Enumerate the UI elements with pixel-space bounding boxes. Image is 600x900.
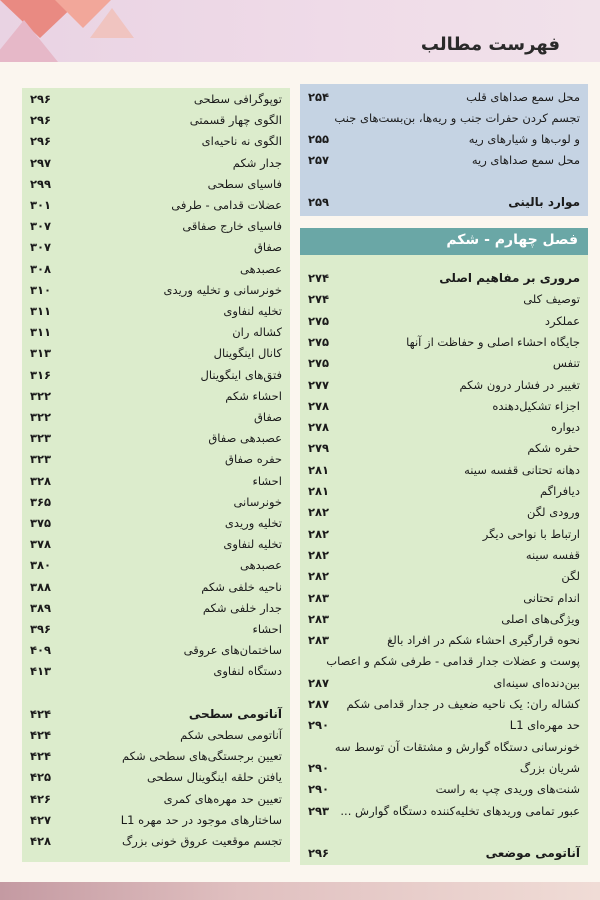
toc-entry-title: تعیین برجستگی‌های سطحی شکم — [121, 749, 282, 764]
toc-entry — [22, 342, 290, 364]
toc-entry-title: ورودی لگن — [526, 505, 580, 520]
toc-entry — [22, 809, 290, 831]
toc-entry — [22, 576, 290, 598]
toc-entry — [300, 107, 588, 129]
toc-entry-title: جدار شکم — [232, 155, 282, 170]
toc-entry — [22, 406, 290, 428]
toc-entry-page: ۳۰۷ — [30, 219, 52, 234]
page-title: فهرست مطالب — [420, 34, 560, 55]
toc-entry — [22, 660, 290, 682]
toc-entry-page: ۴۲۵ — [30, 770, 52, 785]
toc-entry — [300, 191, 588, 213]
toc-entry-page: ۲۷۹ — [308, 441, 330, 456]
toc-entry-page: ۲۹۰ — [308, 760, 330, 775]
toc-entry-page: ۳۰۸ — [30, 261, 52, 276]
toc-entry-page: ۴۱۳ — [30, 664, 52, 679]
toc-entry — [22, 533, 290, 555]
toc-entry — [300, 842, 588, 864]
toc-entry — [300, 149, 588, 171]
toc-entry-title: صفاق — [253, 240, 282, 255]
toc-entry-title: تجسم موقعیت عروق خونی بزرگ — [122, 834, 282, 848]
toc-entry-page: ۳۲۲ — [30, 410, 52, 424]
toc-entry-title: تخلیه وریدی — [224, 516, 282, 530]
toc-entry-page: ۲۷۴ — [308, 292, 330, 307]
toc-entry — [300, 629, 588, 651]
toc-entry-title: مروری بر مفاهیم اصلی — [439, 271, 580, 285]
toc-entry-title: پوست و عضلات جدار قدامی - طرفی شکم و اعصاب — [326, 654, 580, 669]
toc-entry-page: ۲۸۳ — [308, 633, 330, 648]
toc-entry-page: ۴۲۷ — [30, 812, 52, 827]
toc-entry — [300, 395, 588, 417]
toc-entry — [300, 437, 588, 459]
toc-entry — [300, 693, 588, 715]
toc-right-column — [300, 255, 588, 865]
toc-entry — [22, 830, 290, 852]
toc-entry — [300, 757, 588, 779]
toc-entry-title: خونرسانی و تخلیه وریدی — [163, 282, 282, 297]
toc-entry — [300, 821, 588, 843]
toc-entry — [22, 554, 290, 576]
toc-entry — [22, 321, 290, 343]
toc-entry-page: ۳۱۰ — [30, 282, 52, 297]
toc-entry-page: ۳۲۲ — [30, 388, 52, 403]
toc-entry-page: ۲۸۷ — [308, 675, 330, 690]
toc-entry-title: شریان بزرگ — [519, 760, 580, 775]
toc-entry-title: فاسیای خارج صفاقی — [182, 219, 282, 234]
toc-entry-title: توصیف کلی — [523, 292, 580, 307]
toc-entry-page: ۳۱۶ — [30, 367, 52, 382]
top-banner — [0, 0, 600, 62]
toc-entry — [300, 288, 588, 310]
toc-entry-page: ۲۸۳ — [308, 611, 330, 626]
toc-entry-title: ناحیه خلفی شکم — [201, 579, 282, 594]
toc-entry-page: ۲۹۰ — [308, 718, 330, 733]
toc-entry-title: خونرسانی — [233, 494, 282, 509]
toc-entry — [300, 523, 588, 545]
toc-entry — [22, 448, 290, 470]
toc-entry-title: صفاق — [253, 410, 282, 424]
toc-entry — [22, 427, 290, 449]
toc-entry — [300, 480, 588, 502]
toc-entry-page: ۳۶۵ — [30, 494, 52, 509]
toc-entry-page: ۲۷۵ — [308, 356, 330, 371]
toc-entry — [22, 173, 290, 195]
toc-entry-page: ۴۰۹ — [30, 643, 52, 658]
toc-entry — [22, 258, 290, 280]
toc-entry-title: تغییر در فشار درون شکم — [459, 377, 580, 392]
toc-entry-page: ۲۸۲ — [308, 505, 330, 520]
toc-entry-title: عصبدهی — [240, 558, 282, 573]
toc-entry-title: موارد بالینی — [508, 195, 580, 209]
toc-entry-page: ۴۲۴ — [30, 706, 52, 721]
toc-entry-page: ۳۸۰ — [30, 558, 52, 573]
toc-entry — [22, 724, 290, 746]
toc-entry — [300, 565, 588, 587]
toc-entry-title: فاسیای سطحی — [207, 176, 282, 191]
toc-entry-title: یافتن حلقه اینگوینال سطحی — [146, 770, 282, 785]
toc-entry — [300, 501, 588, 523]
toc-entry-page: ۳۰۱ — [30, 198, 52, 212]
toc-entry-page: ۲۷۸ — [308, 420, 330, 435]
toc-entry-title: الگوی نه ناحیه‌ای — [201, 134, 282, 149]
toc-entry-page: ۴۲۴ — [30, 749, 52, 764]
toc-entry — [22, 385, 290, 407]
toc-entry-page: ۳۱۳ — [30, 346, 52, 361]
toc-entry — [22, 300, 290, 322]
toc-entry-title: آناتومی موضعی — [485, 846, 580, 861]
toc-entry-title: عبور تمامی وریدهای تخلیه‌کننده دستگاه گوارش ... — [340, 803, 580, 818]
toc-entry-title: تعیین حد مهره‌های کمری — [163, 791, 282, 806]
toc-entry-title: تخلیه لنفاوی — [223, 537, 282, 552]
toc-entry-page: ۲۹۰ — [308, 782, 330, 797]
toc-entry-page: ۲۵۵ — [308, 132, 330, 146]
toc-entry-title: دهانه تحتانی قفسه سینه — [464, 462, 580, 477]
toc-entry-title: شنت‌های وریدی چپ به راست — [435, 782, 580, 797]
toc-entry — [300, 650, 588, 672]
toc-entry-page: ۲۷۸ — [308, 398, 330, 413]
toc-entry-title: تخلیه لنفاوی — [223, 304, 282, 318]
toc-entry-page: ۲۹۷ — [30, 155, 52, 170]
toc-entry-page: ۳۱۱ — [30, 304, 52, 318]
toc-entry-page: ۳۹۶ — [30, 622, 52, 636]
toc-entry-title: آناتومی سطحی شکم — [180, 728, 282, 742]
toc-entry-page: ۲۸۳ — [308, 590, 330, 605]
toc-entry-page: ۲۷۵ — [308, 334, 330, 349]
chapter-heading: فصل چهارم - شکم — [300, 228, 588, 256]
toc-entry-page: ۲۷۷ — [308, 377, 330, 392]
toc-entry-title: جدار خلفی شکم — [202, 600, 282, 615]
toc-entry-page: ۲۸۷ — [308, 697, 330, 711]
toc-entry — [300, 331, 588, 353]
toc-entry-title: دیافراگم — [540, 484, 580, 498]
toc-left-column — [22, 88, 290, 862]
toc-entry-title: عملکرد — [544, 313, 580, 328]
toc-entry — [22, 597, 290, 619]
toc-entry — [22, 639, 290, 661]
toc-entry — [300, 310, 588, 332]
toc-entry-title: جایگاه احشاء اصلی و حفاظت از آنها — [406, 334, 580, 349]
toc-entry-title: ساختارهای موجود در حد مهره L1 — [120, 812, 282, 827]
toc-entry-title: احشاء — [252, 622, 282, 636]
toc-entry — [22, 491, 290, 513]
toc-entry-title: تنفس — [552, 356, 580, 371]
toc-entry-page: ۲۸۲ — [308, 526, 330, 541]
toc-entry — [300, 352, 588, 374]
toc-entry — [22, 703, 290, 725]
toc-entry — [22, 152, 290, 174]
toc-entry-title: فتق‌های اینگوینال — [200, 367, 282, 382]
toc-entry — [300, 544, 588, 566]
toc-entry — [22, 109, 290, 131]
toc-entry-title: اجزاء تشکیل‌دهنده — [492, 398, 580, 413]
toc-entry-title: تجسم کردن حفرات جنب و ریه‌ها، بن‌بست‌های جنب — [334, 111, 580, 125]
toc-entry-page: ۳۷۵ — [30, 516, 52, 530]
toc-entry — [300, 416, 588, 438]
toc-entry — [300, 128, 588, 150]
toc-entry — [22, 682, 290, 704]
toc-entry-title: محل سمع صداهای ریه — [471, 153, 580, 167]
toc-entry-page: ۲۷۴ — [308, 271, 330, 285]
toc-entry-title: نحوه قرارگیری احشاء شکم در افراد بالغ — [387, 633, 580, 648]
toc-entry-page: ۳۲۳ — [30, 452, 52, 467]
toc-entry-title: محل سمع صداهای قلب — [466, 90, 580, 104]
toc-entry — [22, 364, 290, 386]
toc-entry — [22, 215, 290, 237]
toc-entry-title: آناتومی سطحی — [188, 706, 282, 721]
toc-entry-title: لگن — [561, 569, 580, 584]
toc-entry-title: حفره شکم — [527, 441, 580, 456]
toc-entry-page: ۳۰۷ — [30, 240, 52, 255]
toc-entry-page: ۳۸۸ — [30, 579, 52, 594]
toc-entry-title: احشاء شکم — [225, 388, 282, 403]
toc-entry-title: حد مهره‌ای L1 — [509, 718, 580, 733]
toc-entry — [300, 170, 588, 192]
toc-entry — [22, 745, 290, 767]
toc-entry-page: ۲۸۲ — [308, 547, 330, 562]
toc-entry-title: توپوگرافی سطحی — [193, 92, 282, 106]
toc-entry — [300, 86, 588, 108]
toc-entry — [22, 788, 290, 810]
toc-entry-title: اندام تحتانی — [523, 590, 580, 605]
toc-entry-page: ۲۹۶ — [308, 846, 330, 861]
toc-entry — [22, 512, 290, 534]
toc-entry-title: دیواره — [550, 420, 580, 435]
toc-entry-page: ۲۵۹ — [308, 195, 330, 209]
toc-entry — [300, 778, 588, 800]
toc-entry — [300, 587, 588, 609]
toc-entry-title: الگوی چهار قسمتی — [189, 113, 282, 128]
toc-entry-page: ۲۸۱ — [308, 462, 330, 477]
toc-entry — [300, 267, 588, 289]
toc-entry — [300, 459, 588, 481]
toc-entry-page: ۲۹۶ — [30, 92, 52, 106]
toc-entry — [300, 800, 588, 822]
toc-entry-page: ۴۲۶ — [30, 791, 52, 806]
toc-entry-page: ۲۹۶ — [30, 134, 52, 149]
decorative-triangles — [0, 0, 150, 62]
bottom-banner — [0, 882, 600, 900]
toc-entry — [22, 88, 290, 110]
toc-entry-title: ارتباط با نواحی دیگر — [482, 526, 580, 541]
toc-thorax-continuation — [300, 84, 588, 216]
toc-entry-page: ۳۲۸ — [30, 473, 52, 488]
toc-entry-title: کشاله ران — [232, 325, 282, 340]
toc-entry-title: ویژگی‌های اصلی — [501, 611, 580, 626]
toc-entry-title: خونرسانی دستگاه گوارش و مشتقات آن توسط سه — [334, 739, 580, 754]
toc-entry-page: ۲۹۳ — [308, 803, 330, 818]
toc-entry — [22, 236, 290, 258]
toc-entry-page: ۳۷۸ — [30, 537, 52, 552]
toc-entry — [22, 470, 290, 492]
toc-entry-title: عصبدهی صفاق — [208, 431, 282, 446]
toc-entry-page: ۳۲۳ — [30, 431, 52, 446]
toc-entry — [300, 672, 588, 694]
toc-entry-title: عضلات قدامی - طرفی — [171, 198, 282, 212]
toc-entry-page: ۲۷۵ — [308, 313, 330, 328]
toc-entry-page: ۳۱۱ — [30, 325, 52, 340]
toc-entry-title: کانال اینگوینال — [213, 346, 282, 361]
toc-entry-page: ۲۵۴ — [308, 90, 330, 104]
toc-entry-title: ساختمان‌های عروقی — [183, 643, 282, 658]
toc-entry — [300, 736, 588, 758]
toc-entry-title: کشاله ران: یک ناحیه ضعیف در جدار قدامی شکم — [346, 697, 580, 711]
toc-entry — [22, 279, 290, 301]
toc-entry-page: ۲۸۱ — [308, 484, 330, 498]
toc-entry-title: حفره صفاق — [225, 452, 282, 467]
toc-entry-title: و لوب‌ها و شیارهای ریه — [468, 132, 580, 146]
toc-entry-page: ۳۸۹ — [30, 600, 52, 615]
toc-entry — [22, 130, 290, 152]
toc-entry-title: احشاء — [252, 473, 282, 488]
toc-entry-page: ۲۹۶ — [30, 113, 52, 128]
toc-entry-page: ۴۲۸ — [30, 834, 52, 848]
toc-entry-title: دستگاه لنفاوی — [213, 664, 282, 679]
toc-entry-page: ۲۹۹ — [30, 176, 52, 191]
toc-entry — [22, 766, 290, 788]
toc-entry — [300, 608, 588, 630]
toc-entry-page: ۲۸۲ — [308, 569, 330, 584]
toc-entry-page: ۴۲۴ — [30, 728, 52, 742]
toc-entry — [22, 618, 290, 640]
toc-entry-title: بین‌دنده‌ای سینه‌ای — [493, 675, 580, 690]
toc-entry — [300, 714, 588, 736]
toc-entry-title: عصبدهی — [240, 261, 282, 276]
toc-entry-page: ۲۵۷ — [308, 153, 330, 167]
toc-entry — [300, 374, 588, 396]
toc-entry-title: قفسه سینه — [525, 547, 580, 562]
toc-entry — [22, 194, 290, 216]
